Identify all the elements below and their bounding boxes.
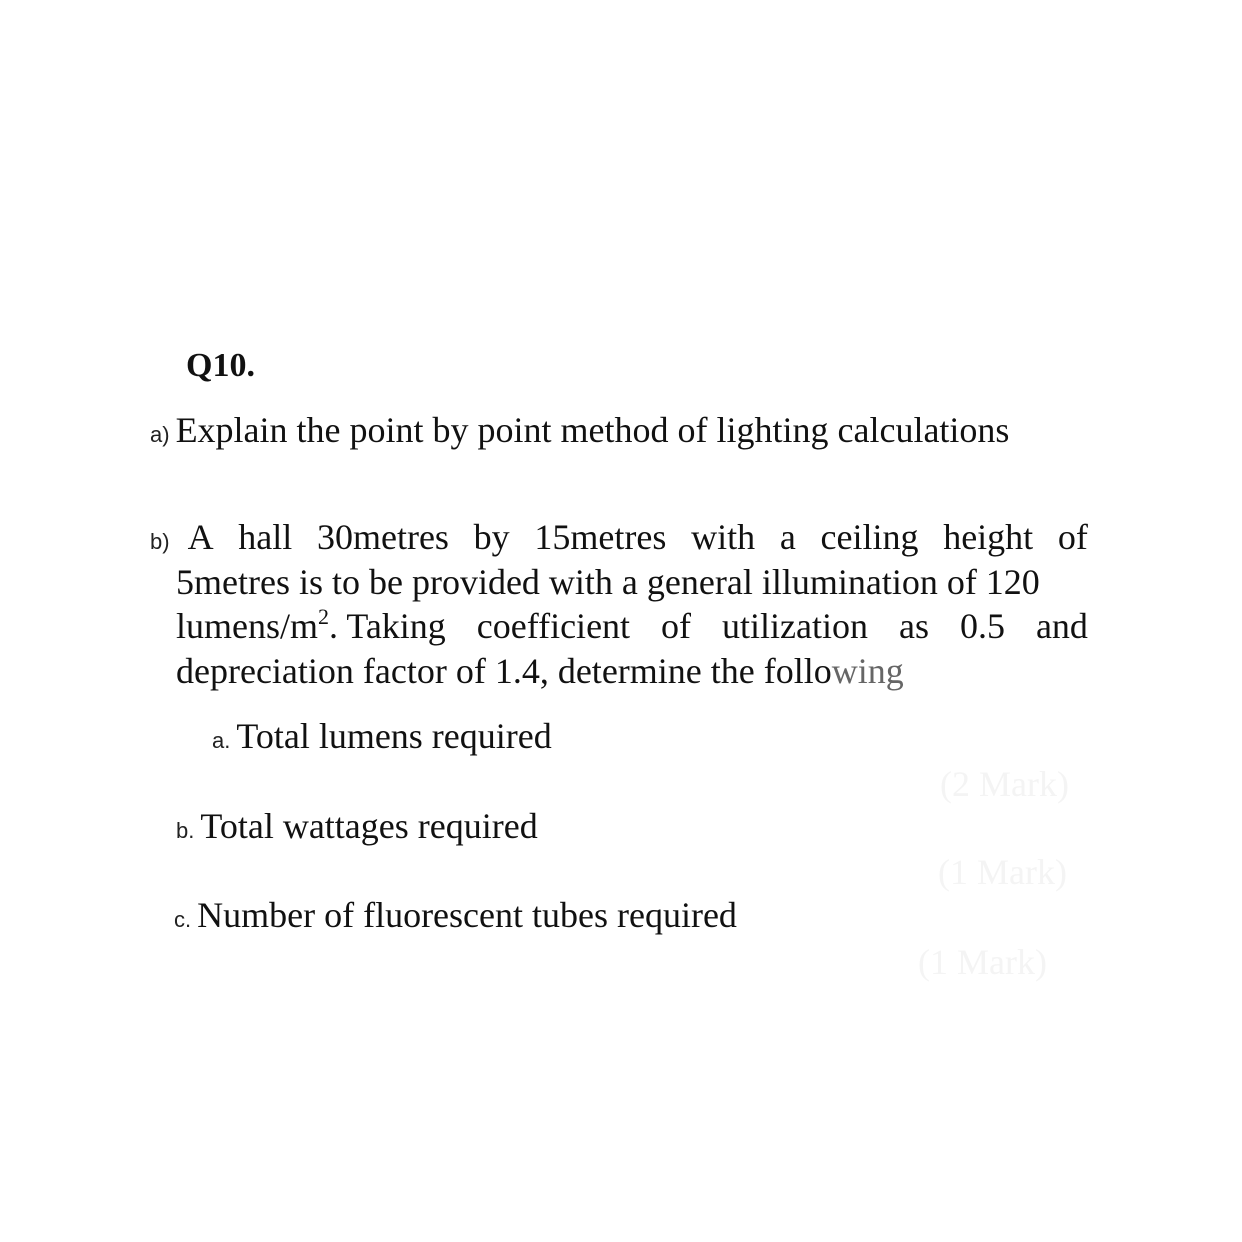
- part-a: [150, 408, 1009, 457]
- superscript: 2: [318, 604, 329, 629]
- part-b-first-word: [150, 515, 214, 560]
- part-b-word: a: [779, 517, 796, 557]
- subpart-b: [176, 804, 538, 853]
- part-a-text: Explain the point by point method of lighting calculations: [175, 410, 1010, 450]
- part-b-units: lumens/$m^2$. Taking: [176, 604, 446, 646]
- part-b-word: coefficient: [476, 606, 631, 646]
- part-b-word: with: [691, 517, 756, 557]
- subpart-a: [212, 714, 552, 763]
- part-b-word: 30metres: [316, 517, 449, 557]
- subpart-b-text: Total wattages required: [200, 806, 538, 846]
- part-b-word: A: [187, 517, 214, 557]
- part-b-word: as: [898, 606, 929, 646]
- subpart-b-marks: (1 Mark): [938, 852, 1067, 892]
- part-b-word: utilization: [722, 606, 868, 646]
- part-b: [150, 515, 1088, 693]
- subpart-c-marks: (1 Mark): [918, 942, 1047, 982]
- part-b-word: of: [1057, 517, 1088, 557]
- faded-text: wing: [831, 650, 904, 691]
- part-b-word: and: [1035, 606, 1088, 646]
- part-b-line-2: 5metres is to be provided with a general illumination of 120: [176, 561, 1040, 602]
- part-b-line-1: [150, 515, 1088, 560]
- part-b-line-4: depreciation factor of 1.4, determine the following: [176, 650, 904, 691]
- subpart-c: [174, 893, 737, 942]
- subpart-a-marks: (2 Mark): [940, 764, 1069, 804]
- subpart-c-marker: c.: [174, 907, 192, 932]
- part-b-word: 0.5: [959, 606, 1005, 646]
- part-b-marker: b): [150, 529, 170, 554]
- subpart-a-marker: a.: [212, 728, 231, 753]
- part-b-word: 15metres: [534, 517, 667, 557]
- subpart-b-marker: b.: [176, 818, 195, 843]
- question-title: Q10.: [186, 347, 255, 384]
- subpart-c-text: Number of fluorescent tubes required: [197, 895, 737, 935]
- part-a-marker: a): [150, 422, 170, 447]
- part-b-line-3: [150, 604, 1088, 649]
- part-b-word: of: [661, 606, 692, 646]
- part-b-word: hall: [238, 517, 293, 557]
- part-b-word: height: [943, 517, 1034, 557]
- part-b-word: by: [473, 517, 510, 557]
- part-b-word: ceiling: [820, 517, 919, 557]
- subpart-a-text: Total lumens required: [236, 716, 552, 756]
